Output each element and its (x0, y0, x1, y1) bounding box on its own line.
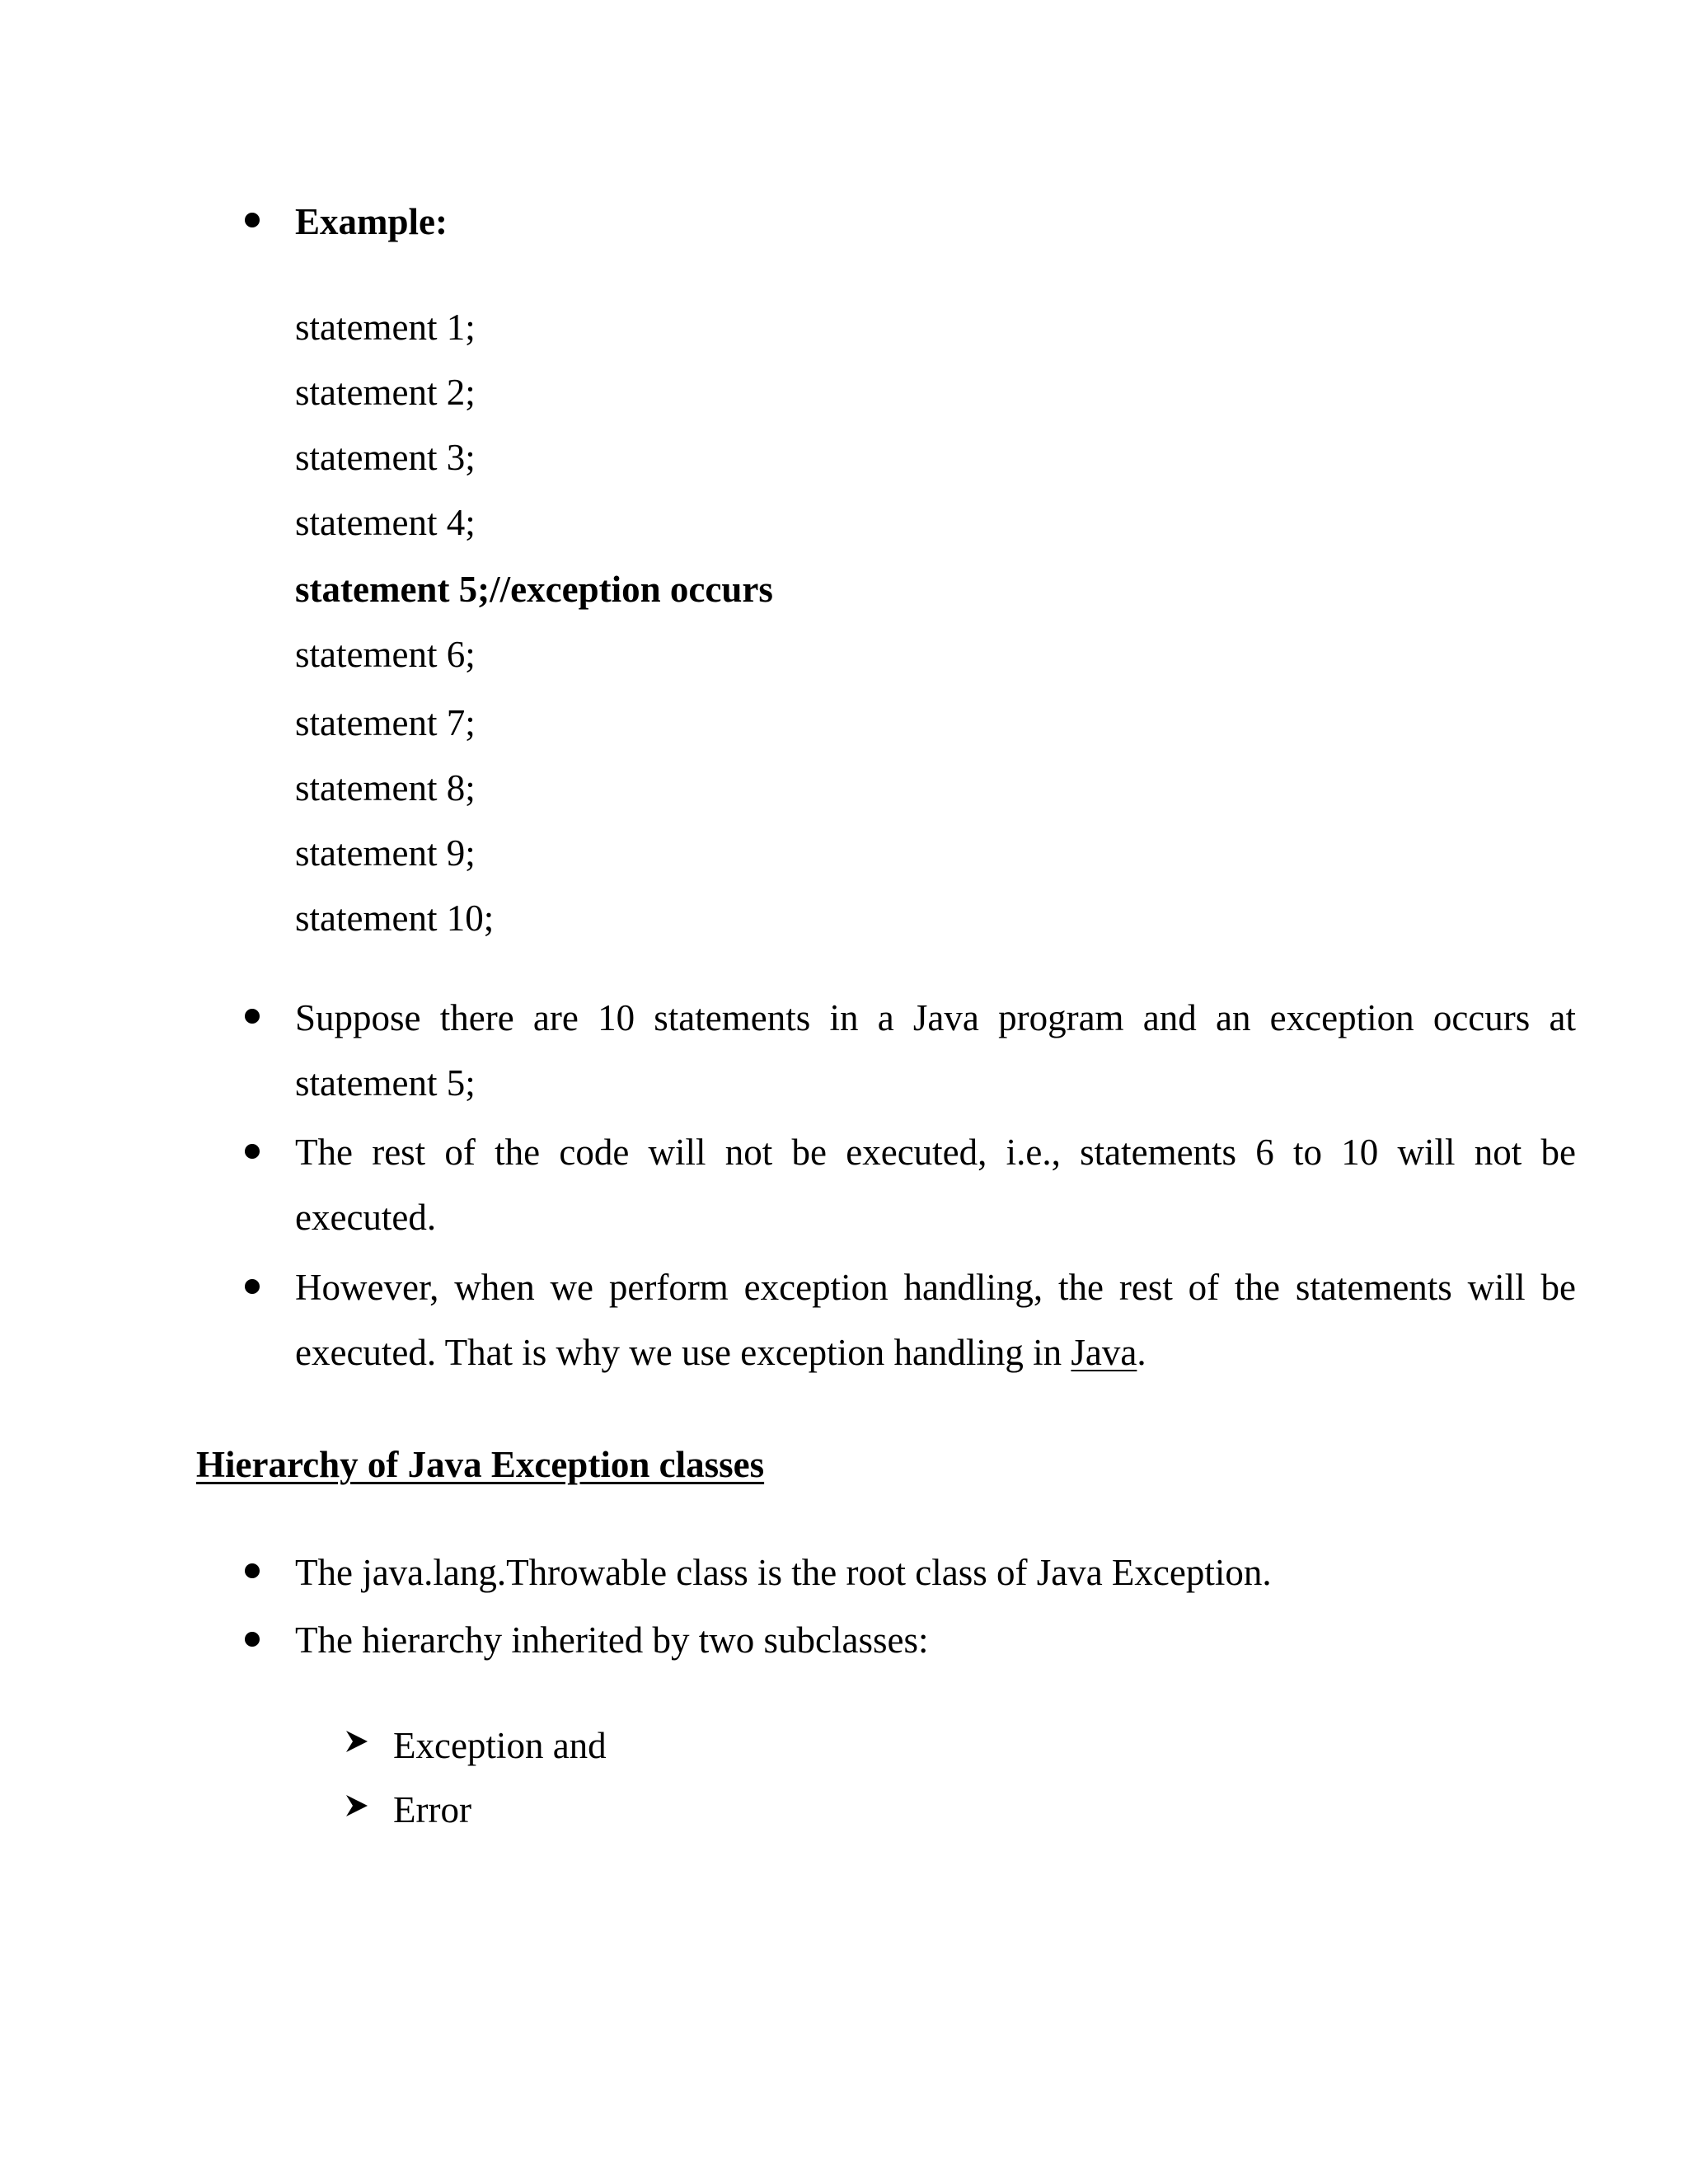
arrow-bullet-icon (345, 1793, 369, 1818)
subclass-item: Exception and (393, 1725, 607, 1766)
point-text-line (295, 1334, 1146, 1371)
bullet-icon (245, 1009, 260, 1024)
subclass-item: Error (393, 1789, 471, 1830)
point-text-line: executed. (295, 1197, 437, 1238)
bullet-icon (245, 1563, 260, 1578)
java-link[interactable]: Java (1071, 1332, 1137, 1373)
point-text-line: However, when we perform exception handling, the rest of the statements will be (295, 1267, 1576, 1308)
bullet-icon (245, 1279, 260, 1294)
point-text-suffix: . (1137, 1332, 1146, 1373)
statement-line: statement 6; (295, 634, 476, 675)
point-text-line: Suppose there are 10 statements in a Java program and an exception occurs at (295, 997, 1576, 1038)
arrow-bullet-icon (345, 1729, 369, 1754)
point-text-line: The rest of the code will not be executed, i.e., statements 6 to 10 will not be (295, 1132, 1576, 1173)
statement-line: statement 2; (295, 372, 476, 413)
hierarchy-point: The java.lang.Throwable class is the root class of Java Exception. (295, 1552, 1272, 1593)
statement-line-exception: statement 5;//exception occurs (295, 569, 773, 610)
bullet-icon (245, 1144, 260, 1159)
statement-line: statement 4; (295, 502, 476, 543)
statement-line: statement 3; (295, 437, 476, 478)
statement-line: statement 10; (295, 898, 495, 939)
point-text-line: statement 5; (295, 1062, 476, 1104)
hierarchy-point: The hierarchy inherited by two subclasses: (295, 1619, 929, 1661)
statement-line: statement 9; (295, 832, 476, 874)
section-heading: Hierarchy of Java Exception classes (196, 1444, 765, 1485)
bullet-icon (245, 1632, 260, 1647)
point-text-prefix: executed. That is why we use exception handling in (295, 1332, 1071, 1373)
statement-line: statement 7; (295, 702, 476, 743)
bullet-icon (245, 213, 260, 227)
statement-line: statement 8; (295, 767, 476, 808)
statement-line: statement 1; (295, 307, 476, 348)
example-heading: Example: (295, 201, 448, 242)
